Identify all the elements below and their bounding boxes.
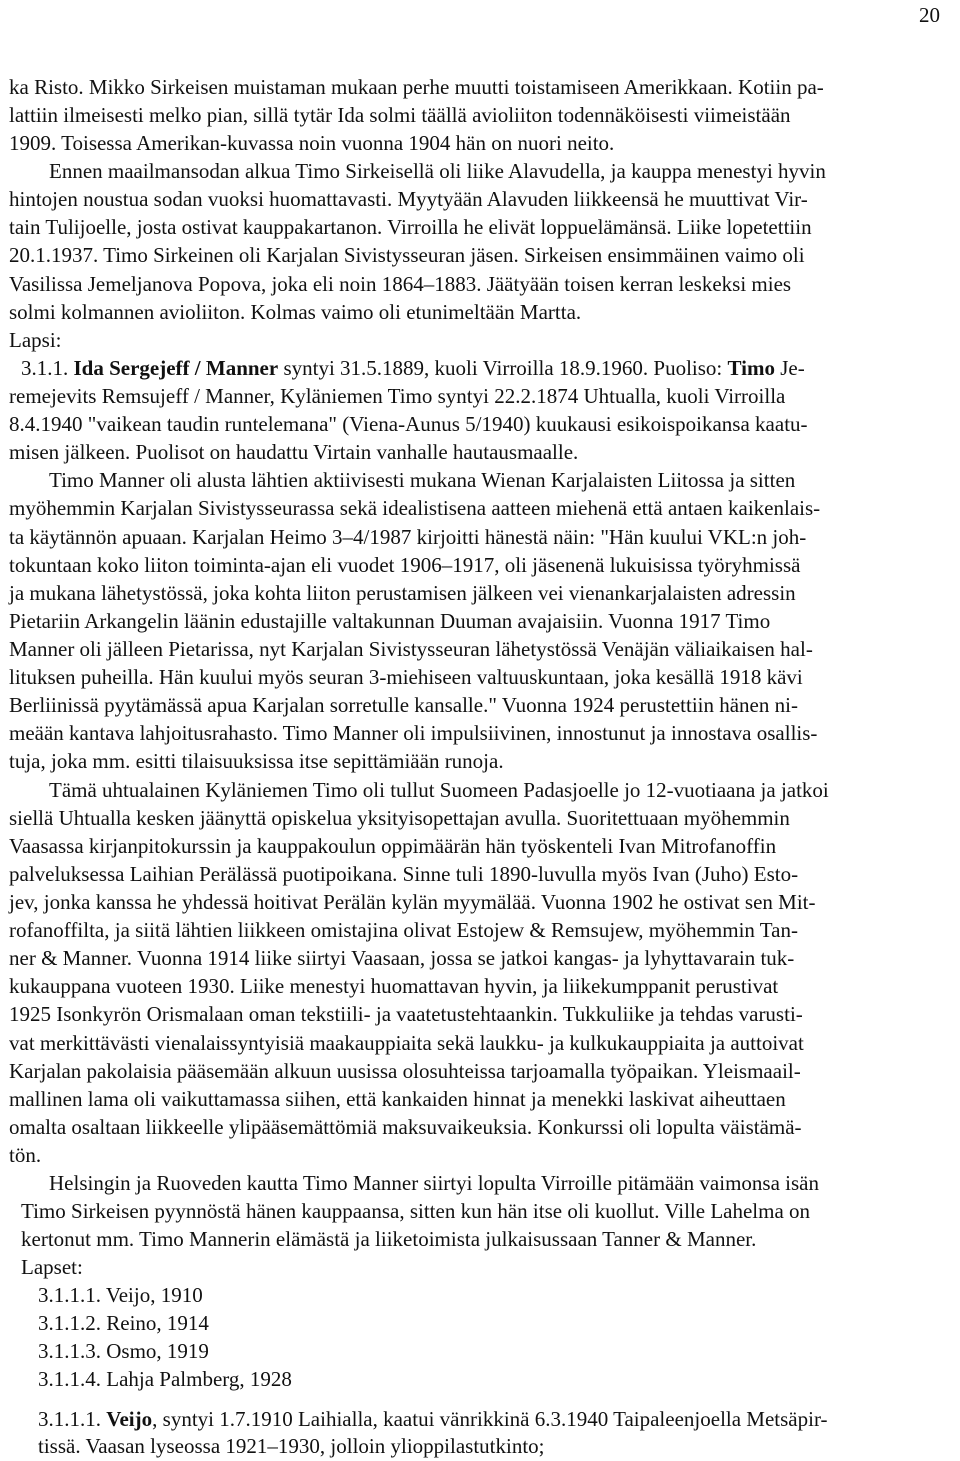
text-line: myöhemmin Karjalan Sivistysseurassa sekä idealistisena aatteen miehenä että antaen kaikenlais- xyxy=(9,496,821,520)
text-line: Manner oli jälleen Pietarissa, nyt Karjalan Sivistysseuran lähetystössä Venäjän väliaikaisen hal- xyxy=(9,637,813,661)
spouse-name: Timo xyxy=(727,356,775,380)
text-line: siellä Uhtualla kesken jäänyttä opiskelua yksityisopettajan avulla. Suoritettuaan myöhemmin xyxy=(9,806,790,830)
text-line: misen jälkeen. Puolisot on haudattu Virtain vanhalle hautausmaalle. xyxy=(9,440,579,464)
text-line: tokuntaan koko liiton toiminta-ajan eli vuodet 1906–1917, oli jäsenenä lukuisissa työryhmissä xyxy=(9,553,801,577)
text-line: hintojen noustua sodan vuoksi huomattavasti. Myytyään Alavuden liikkeensä he muuttivat Vir- xyxy=(9,187,808,211)
section-label: Lapsi: xyxy=(9,328,62,352)
text-line: 3.1.1. Ida Sergejeff / Manner syntyi 31.5.1889, kuoli Virroilla 18.9.1960. Puoliso: Timo Je- xyxy=(21,356,805,380)
text-line: omalta osaltaan liikkeelle ylipääsemättömiä maksuvaikeuksia. Konkurssi oli lopulta väistämä- xyxy=(9,1115,802,1139)
person-name: Ida Sergejeff / Manner xyxy=(73,356,279,380)
child-list-item: 3.1.1.3. Osmo, 1919 xyxy=(38,1339,209,1363)
text-line: Timo Sirkeisen pyynnöstä hänen kauppaansa, sitten kun hän itse oli kuollut. Ville Lahelma on xyxy=(21,1199,811,1223)
text-line: tain Tulijoelle, josta ostivat kauppakartanon. Virroilla he elivät loppuelämänsä. Liike lopetettiin xyxy=(9,215,812,239)
text-line: tön. xyxy=(9,1143,42,1167)
text-line: 3.1.1.1. Veijo, syntyi 1.7.1910 Laihialla, kaatui vänrikkinä 6.3.1940 Taipaleenjoella Metsäpir- xyxy=(38,1407,828,1431)
text-line: 1925 Isonkyrön Orismalaan oman tekstiili- ja vaatetustehtaankin. Tukkuliike ja tehdas varusti- xyxy=(9,1002,803,1026)
text-line: lituksen puheilla. Hän kuului myös seuran 3-miehiseen valtuuskuntaan, joka kesällä 1918 kävi xyxy=(9,665,803,689)
text-line: tissä. Vaasan lyseossa 1921–1930, jolloin ylioppilastutkinto; xyxy=(38,1434,545,1458)
entry-number: 3.1.1.1. xyxy=(38,1407,107,1431)
text-line: Helsingin ja Ruoveden kautta Timo Manner siirtyi lopulta Virroille pitämään vaimonsa isän xyxy=(49,1171,819,1195)
text-line: 8.4.1940 "vaikean taudin runtelemana" (Viena-Aunus 5/1940) kuukausi esikoispoikansa kaatu- xyxy=(9,412,808,436)
entry-number: 3.1.1. xyxy=(21,356,74,380)
text-line: solmi kolmannen avioliiton. Kolmas vaimo oli etunimeltään Martta. xyxy=(9,300,582,324)
page-number: 20 xyxy=(919,3,940,27)
text-line: Ennen maailmansodan alkua Timo Sirkeisellä oli liike Alavudella, ja kauppa menestyi hyvin xyxy=(49,159,826,183)
text-line: ka Risto. Mikko Sirkeisen muistaman mukaan perhe muutti toistamiseen Amerikkaan. Kotiin pa- xyxy=(9,75,824,99)
section-label: Lapset: xyxy=(21,1255,83,1279)
text-line: ja mukana lähetystössä, joka kohta liiton perustamisen jälkeen vei vienankarjalaisten adressin xyxy=(9,581,796,605)
text-line: Pietariin Arkangelin läänin edustajille valtakunnan Duuman avajaisiin. Vuonna 1917 Timo xyxy=(9,609,771,633)
text-line: palveluksessa Laihian Perälässä puotipoikana. Sinne tuli 1890-luvulla myös Ivan (Juho) Esto- xyxy=(9,862,799,886)
person-name: Veijo xyxy=(106,1407,153,1431)
text-line: 20.1.1937. Timo Sirkeinen oli Karjalan Sivistysseuran jäsen. Sirkeisen ensimmäinen vaimo oli xyxy=(9,243,805,267)
text-line: ta käytännön apuaan. Karjalan Heimo 3–4/1987 kirjoitti hänestä näin: "Hän kuului VKL:n joh- xyxy=(9,525,807,549)
text-line: kertonut mm. Timo Mannerin elämästä ja liiketoimista julkaisussaan Tanner & Manner. xyxy=(21,1227,757,1251)
text-line: 1909. Toisessa Amerikan-kuvassa noin vuonna 1904 hän on nuori neito. xyxy=(9,131,615,155)
text-line: meään kantava lahjoitusrahasto. Timo Manner oli impulsiivinen, innostunut ja innostava osallis- xyxy=(9,721,818,745)
text-line: Berliinissä pyytämässä apua Karjalan sorretulle kansalle." Vuonna 1924 perustettiin hänen ni- xyxy=(9,693,798,717)
text-line: Vasilissa Jemeljanova Popova, joka eli noin 1864–1883. Jäätyään toisen kerran leskeksi mies xyxy=(9,272,792,296)
text-line: ner & Manner. Vuonna 1914 liike siirtyi Vaasaan, jossa se jatkoi kangas- ja lyhyttavarain tuk- xyxy=(9,946,795,970)
child-list-item: 3.1.1.2. Reino, 1914 xyxy=(38,1311,209,1335)
child-list-item: 3.1.1.1. Veijo, 1910 xyxy=(38,1283,203,1307)
text-line: jev, jonka kanssa he yhdessä hoitivat Perälän kylän myymälää. Vuonna 1902 he ostivat sen Mit- xyxy=(9,890,816,914)
text-line: remejevits Remsujeff / Manner, Kyläniemen Timo syntyi 22.2.1874 Uhtualla, kuoli Virroilla xyxy=(9,384,786,408)
child-list-item: 3.1.1.4. Lahja Palmberg, 1928 xyxy=(38,1367,292,1391)
text-line: Vaasassa kirjanpitokurssin ja kauppakoulun oppimäärän hän työskenteli Ivan Mitrofanoffin xyxy=(9,834,777,858)
text-line: Tämä uhtualainen Kyläniemen Timo oli tullut Suomeen Padasjoelle jo 12-vuotiaana ja jatkoi xyxy=(49,778,829,802)
text-line: Timo Manner oli alusta lähtien aktiivisesti mukana Wienan Karjalaisten Liitossa ja sitten xyxy=(49,468,796,492)
text-line: mallinen lama oli vaikuttamassa siihen, että kankaiden hinnat ja menekki laskivat aiheuttaen xyxy=(9,1087,786,1111)
text-line: tuja, joka mm. esitti tilaisuuksissa itse sepittämiään runoja. xyxy=(9,749,504,773)
text-line: Karjalan pakolaisia pääsemään alkuun uusissa olosuhteissa tarjoamalla työpaikan. Yleismaail- xyxy=(9,1059,801,1083)
text-line: kukauppana vuoteen 1930. Liike menestyi huomattavan hyvin, ja liikekumppanit perustivat xyxy=(9,974,779,998)
text-line: rofanoffilta, ja siitä lähtien liikkeen omistajina olivat Estojew & Remsujew, myöhemmin Tan- xyxy=(9,918,798,942)
text-line: vat merkittävästi vienalaissyntyisiä maakauppiaita sekä laukku- ja kulkukauppiaita ja auttoivat xyxy=(9,1031,804,1055)
text-line: lattiin ilmeisesti melko pian, sillä tytär Ida solmi täällä avioliiton todennäköisesti viimeistään xyxy=(9,103,791,127)
